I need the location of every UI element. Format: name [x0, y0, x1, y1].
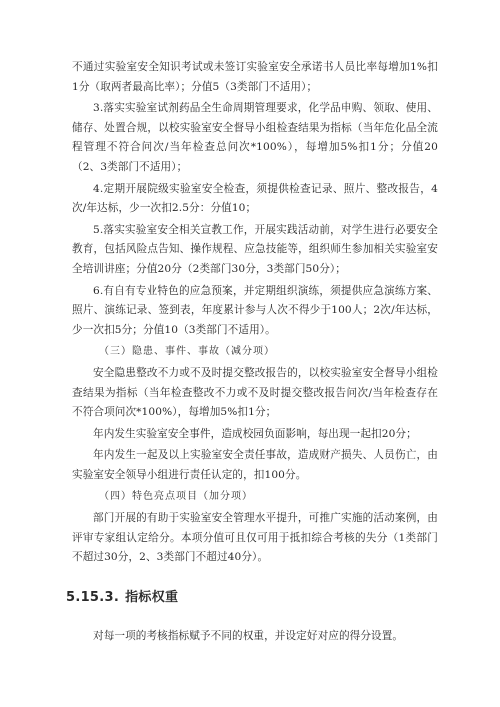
- paragraph-item-5: 5.落实实验室安全相关宣教工作，开展实践活动前，对学生进行必要安全教育，包括风险点告知、操作规程、应急技能等，组织师生参加相关实验室安全培训讲座；分值20分（2类部门30分，3类部门50分）；: [72, 223, 438, 275]
- paragraph-item-4: 4.定期开展院级实验室安全检查，须提供检查记录、照片、整改报告，4次/年达标，少一次扣2.5分：分值10；: [72, 182, 438, 215]
- document-body: [66, 58, 438, 648]
- section-4-title: （四）特色亮点项目（加分项）: [99, 491, 253, 503]
- section-3-paragraph-1: 安全隐患整改不力或不及时提交整改报告的，以校实验室安全督导小组检查结果为指标（当年检查整改不力或不及时提交整改报告问次/当年检查存在不符合项问次*100%），每增加5%扣1分；: [72, 366, 438, 419]
- section-heading-text: 指标权重: [125, 589, 179, 605]
- section-4-paragraph-1: 部门开展的有助于实验室安全管理水平提升，可推广实施的活动案例，由评审专家组认定给分。本项分值可且仅可用于抵扣综合考核的失分（1类部门不超过30分，2、3类部门不超过40分）。: [72, 512, 438, 564]
- section-heading: [66, 586, 438, 605]
- paragraph-continuation: 不通过实验室安全知识考试或未签订实验室安全承诺书人员比率每增加1%扣1分（取两者最高比率）；分值5（3类部门不适用）；: [72, 61, 438, 93]
- closing-paragraph: 对每一项的考核指标赋予不同的权重，并设定好对应的得分设置。: [93, 629, 404, 642]
- section-3-title: （三）隐患、事件、事故（减分项）: [99, 346, 275, 358]
- section-3-paragraph-2: 年内发生实验室安全事件，造成校园负面影响，每出现一起扣20分；: [93, 427, 417, 440]
- section-heading-number: 5.15.3.: [66, 589, 120, 605]
- paragraph-item-3: 3.落实实验室试剂药品全生命周期管理要求，化学品申购、领取、使用、储存、处置合规，以校实验室安全督导小组检查结果为指标（当年危化品全流程管理不符合问次/当年检查总问次*100%），每增加5%扣1分；分值20（2、3类部门不适用）；: [72, 102, 438, 173]
- section-3-paragraph-3: 年内发生一起及以上实验室安全责任事故，造成财产损失、人员伤亡，由实验室安全领导小组进行责任认定的，扣100分。: [72, 449, 438, 481]
- paragraph-item-6: 6.有自有专业特色的应急预案，并定期组织演练，须提供应急演练方案、照片、演练记录、签到表，年度累计参与人次不得少于100人；2次/年达标，少一次扣5分；分值10（3类部门不适用）。: [72, 284, 438, 336]
